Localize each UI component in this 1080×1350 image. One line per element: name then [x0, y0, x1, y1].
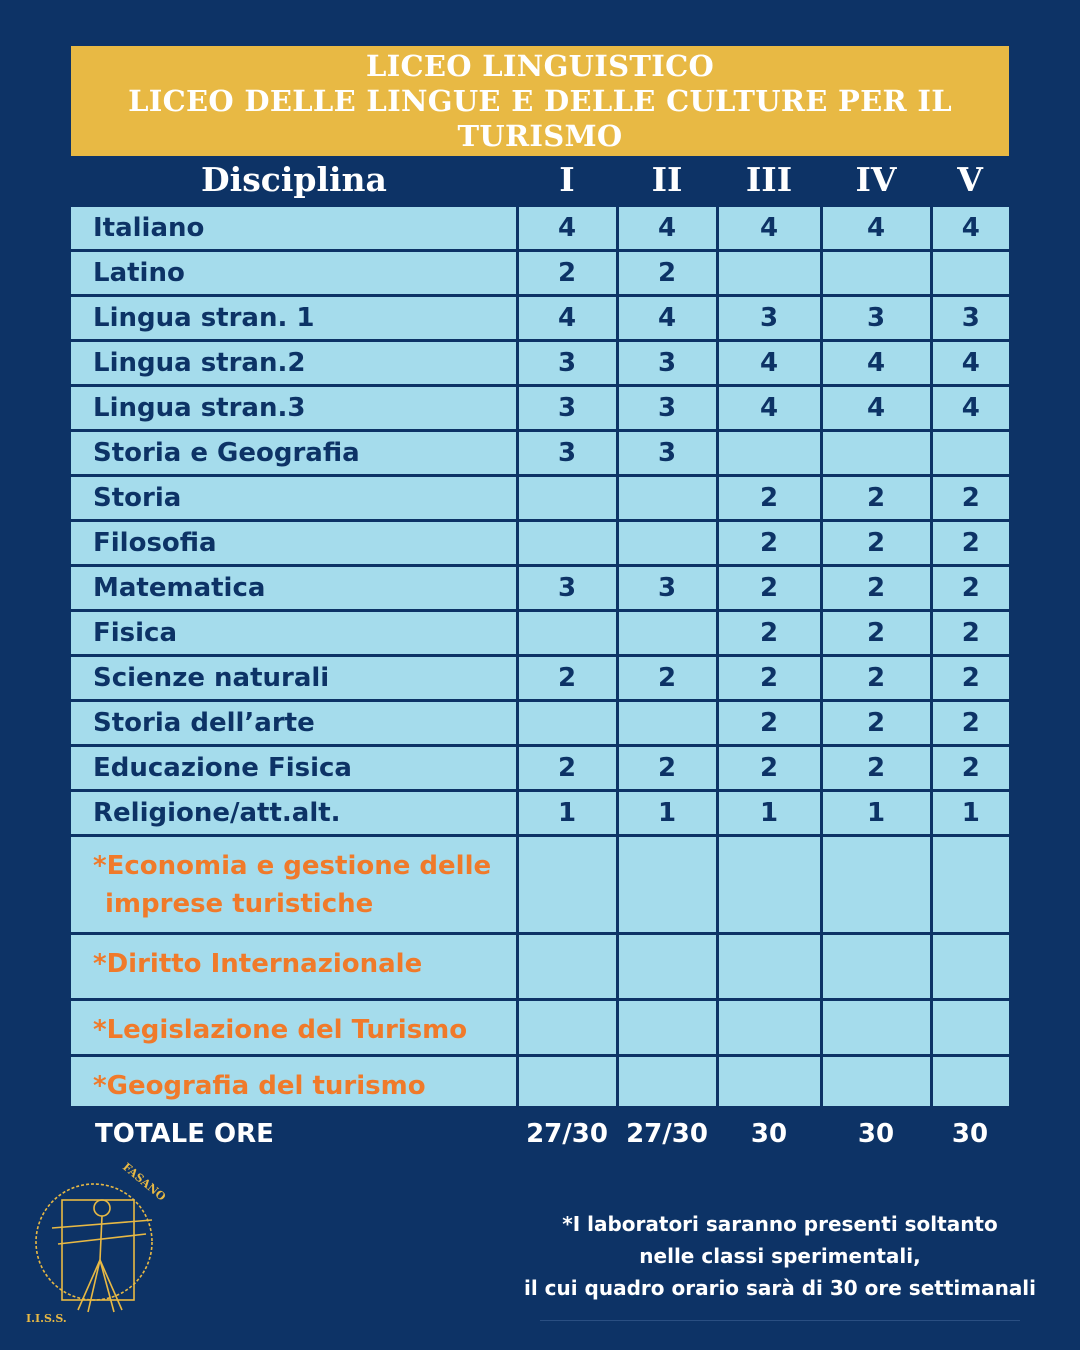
footnote-divider: [540, 1320, 1020, 1321]
hours-cell-year-3: 1: [717, 791, 821, 836]
hours-cell-year-4: 4: [821, 206, 931, 251]
table-row: [71, 476, 1009, 521]
hours-cell-year-3: [717, 251, 821, 296]
hours-cell-year-2: 3: [617, 431, 717, 476]
hours-cell-year-4: 2: [821, 656, 931, 701]
hours-cell-year-1: [517, 476, 617, 521]
hours-cell-year-4: 2: [821, 566, 931, 611]
subject-cell: Storia dell’arte: [71, 701, 517, 746]
hours-cell-year-1: 3: [517, 341, 617, 386]
total-year-1: 27/30: [526, 1119, 608, 1149]
hours-cell-year-4: 2: [821, 521, 931, 566]
lab-row: [71, 1000, 1009, 1056]
subject-cell: Matematica: [71, 566, 517, 611]
footnote: [520, 1208, 1040, 1304]
lab-subject-cell: [71, 934, 517, 1000]
lab-hours-cell-year-3: [717, 1056, 821, 1108]
hours-cell-year-2: 2: [617, 746, 717, 791]
hours-cell-year-1: [517, 521, 617, 566]
header-year-2: II: [651, 160, 683, 199]
hours-cell-year-5: 2: [931, 566, 1009, 611]
hours-cell-year-3: 2: [717, 476, 821, 521]
hours-cell-year-3: 3: [717, 296, 821, 341]
total-year-4: 30: [857, 1119, 895, 1149]
totals-label: TOTALE ORE: [95, 1119, 274, 1149]
subject-cell: Latino: [71, 251, 517, 296]
lab-hours-cell-year-1: [517, 1056, 617, 1108]
table-header: [71, 156, 1009, 204]
subject-cell: Storia: [71, 476, 517, 521]
lab-subject-line-2: imprese turistiche: [105, 889, 374, 919]
lab-subject-line-1: *Legislazione del Turismo: [93, 1015, 468, 1045]
lab-row: [71, 934, 1009, 1000]
hours-cell-year-4: 2: [821, 746, 931, 791]
subject-cell: Italiano: [71, 206, 517, 251]
hours-cell-year-3: [717, 431, 821, 476]
lab-subject-line-1: *Diritto Internazionale: [93, 949, 423, 979]
svg-text:FASANO: FASANO: [120, 1160, 169, 1204]
hours-cell-year-4: 4: [821, 341, 931, 386]
hours-cell-year-5: 4: [931, 206, 1009, 251]
lab-hours-cell-year-5: [931, 1056, 1009, 1108]
hours-cell-year-1: 3: [517, 431, 617, 476]
lab-subject-cell: [71, 1056, 517, 1108]
lab-hours-cell-year-3: [717, 836, 821, 934]
table-row: [71, 791, 1009, 836]
hours-cell-year-2: 4: [617, 206, 717, 251]
table-row: [71, 341, 1009, 386]
table-row: [71, 206, 1009, 251]
subject-cell: Lingua stran.3: [71, 386, 517, 431]
lab-hours-cell-year-4: [821, 934, 931, 1000]
lab-hours-cell-year-1: [517, 934, 617, 1000]
hours-cell-year-5: 2: [931, 611, 1009, 656]
hours-cell-year-4: 2: [821, 476, 931, 521]
lab-hours-cell-year-2: [617, 1056, 717, 1108]
totals-row: [71, 1112, 1009, 1156]
hours-cell-year-1: [517, 611, 617, 656]
subject-cell: Lingua stran.2: [71, 341, 517, 386]
hours-cell-year-1: 2: [517, 251, 617, 296]
lab-hours-cell-year-1: [517, 1000, 617, 1056]
subject-cell: Religione/att.alt.: [71, 791, 517, 836]
total-year-5: 30: [951, 1119, 989, 1149]
hours-cell-year-3: 4: [717, 386, 821, 431]
hours-cell-year-2: 2: [617, 251, 717, 296]
hours-cell-year-3: 2: [717, 746, 821, 791]
hours-cell-year-2: [617, 521, 717, 566]
hours-cell-year-5: 2: [931, 476, 1009, 521]
hours-cell-year-1: 2: [517, 656, 617, 701]
lab-hours-cell-year-5: [931, 1000, 1009, 1056]
title-line-1: LICEO LINGUISTICO: [365, 48, 715, 83]
hours-cell-year-3: 4: [717, 341, 821, 386]
header-year-4: IV: [855, 160, 897, 199]
hours-cell-year-4: [821, 251, 931, 296]
subject-cell: Educazione Fisica: [71, 746, 517, 791]
hours-cell-year-2: 3: [617, 386, 717, 431]
hours-cell-year-1: 3: [517, 566, 617, 611]
table-row: [71, 431, 1009, 476]
timetable: [71, 204, 1009, 1109]
footnote-line-3: il cui quadro orario sarà di 30 ore settimanali: [523, 1276, 1037, 1300]
subject-cell: Filosofia: [71, 521, 517, 566]
hours-cell-year-1: 1: [517, 791, 617, 836]
hours-cell-year-3: 2: [717, 656, 821, 701]
title-line-3: TURISMO: [457, 118, 623, 153]
table-row: [71, 521, 1009, 566]
lab-hours-cell-year-5: [931, 836, 1009, 934]
total-year-2: 27/30: [626, 1119, 708, 1149]
hours-cell-year-5: [931, 431, 1009, 476]
lab-subject-line-1: *Geografia del turismo: [93, 1071, 426, 1101]
hours-cell-year-1: [517, 701, 617, 746]
lab-row: [71, 836, 1009, 934]
hours-cell-year-2: 3: [617, 566, 717, 611]
hours-cell-year-2: [617, 476, 717, 521]
lab-subject-cell: [71, 836, 517, 934]
header-year-1: I: [559, 160, 575, 199]
svg-text:I.I.S.S.: I.I.S.S.: [26, 1312, 67, 1325]
subject-cell: Storia e Geografia: [71, 431, 517, 476]
table-row: [71, 611, 1009, 656]
header-year-5: V: [957, 160, 983, 199]
lab-hours-cell-year-2: [617, 934, 717, 1000]
lab-hours-cell-year-5: [931, 934, 1009, 1000]
hours-cell-year-1: 3: [517, 386, 617, 431]
table-row: [71, 746, 1009, 791]
header-discipline: Disciplina: [201, 160, 387, 199]
hours-cell-year-3: 2: [717, 521, 821, 566]
hours-cell-year-2: 1: [617, 791, 717, 836]
hours-cell-year-4: 3: [821, 296, 931, 341]
hours-cell-year-3: 2: [717, 701, 821, 746]
hours-cell-year-5: 4: [931, 386, 1009, 431]
hours-cell-year-5: 2: [931, 521, 1009, 566]
hours-cell-year-3: 4: [717, 206, 821, 251]
table-row: [71, 251, 1009, 296]
hours-cell-year-3: 2: [717, 611, 821, 656]
hours-cell-year-5: 1: [931, 791, 1009, 836]
hours-cell-year-4: 2: [821, 611, 931, 656]
lab-subject-line-1: *Economia e gestione delle: [93, 851, 492, 881]
total-year-3: 30: [750, 1119, 788, 1149]
lab-hours-cell-year-4: [821, 1056, 931, 1108]
lab-hours-cell-year-3: [717, 1000, 821, 1056]
hours-cell-year-1: 2: [517, 746, 617, 791]
hours-cell-year-1: 4: [517, 206, 617, 251]
hours-cell-year-5: 2: [931, 656, 1009, 701]
hours-cell-year-5: [931, 251, 1009, 296]
lab-hours-cell-year-2: [617, 1000, 717, 1056]
footnote-line-1: *I laboratori saranno presenti soltanto: [562, 1212, 998, 1236]
hours-cell-year-4: 2: [821, 701, 931, 746]
hours-cell-year-2: [617, 701, 717, 746]
footnote-line-2: nelle classi sperimentali,: [639, 1244, 921, 1268]
hours-cell-year-4: 4: [821, 386, 931, 431]
table-row: [71, 566, 1009, 611]
hours-cell-year-5: 2: [931, 746, 1009, 791]
subject-cell: Scienze naturali: [71, 656, 517, 701]
hours-cell-year-5: 2: [931, 701, 1009, 746]
lab-subject-cell: [71, 1000, 517, 1056]
hours-cell-year-5: 4: [931, 341, 1009, 386]
title-line-2: LICEO DELLE LINGUE E DELLE CULTURE PER IL: [128, 83, 952, 118]
hours-cell-year-2: 2: [617, 656, 717, 701]
subject-cell: Lingua stran. 1: [71, 296, 517, 341]
hours-cell-year-1: 4: [517, 296, 617, 341]
school-logo: [22, 1150, 182, 1330]
lab-hours-cell-year-1: [517, 836, 617, 934]
lab-row: [71, 1056, 1009, 1108]
hours-cell-year-2: 4: [617, 296, 717, 341]
table-row: [71, 656, 1009, 701]
table-row: [71, 701, 1009, 746]
table-row: [71, 386, 1009, 431]
lab-hours-cell-year-2: [617, 836, 717, 934]
hours-cell-year-5: 3: [931, 296, 1009, 341]
subject-cell: Fisica: [71, 611, 517, 656]
hours-cell-year-3: 2: [717, 566, 821, 611]
header-year-3: III: [745, 160, 793, 199]
lab-hours-cell-year-4: [821, 1000, 931, 1056]
hours-cell-year-4: [821, 431, 931, 476]
hours-cell-year-2: 3: [617, 341, 717, 386]
title-banner: [71, 46, 1009, 156]
lab-hours-cell-year-4: [821, 836, 931, 934]
hours-cell-year-2: [617, 611, 717, 656]
hours-cell-year-4: 1: [821, 791, 931, 836]
table-row: [71, 296, 1009, 341]
lab-hours-cell-year-3: [717, 934, 821, 1000]
